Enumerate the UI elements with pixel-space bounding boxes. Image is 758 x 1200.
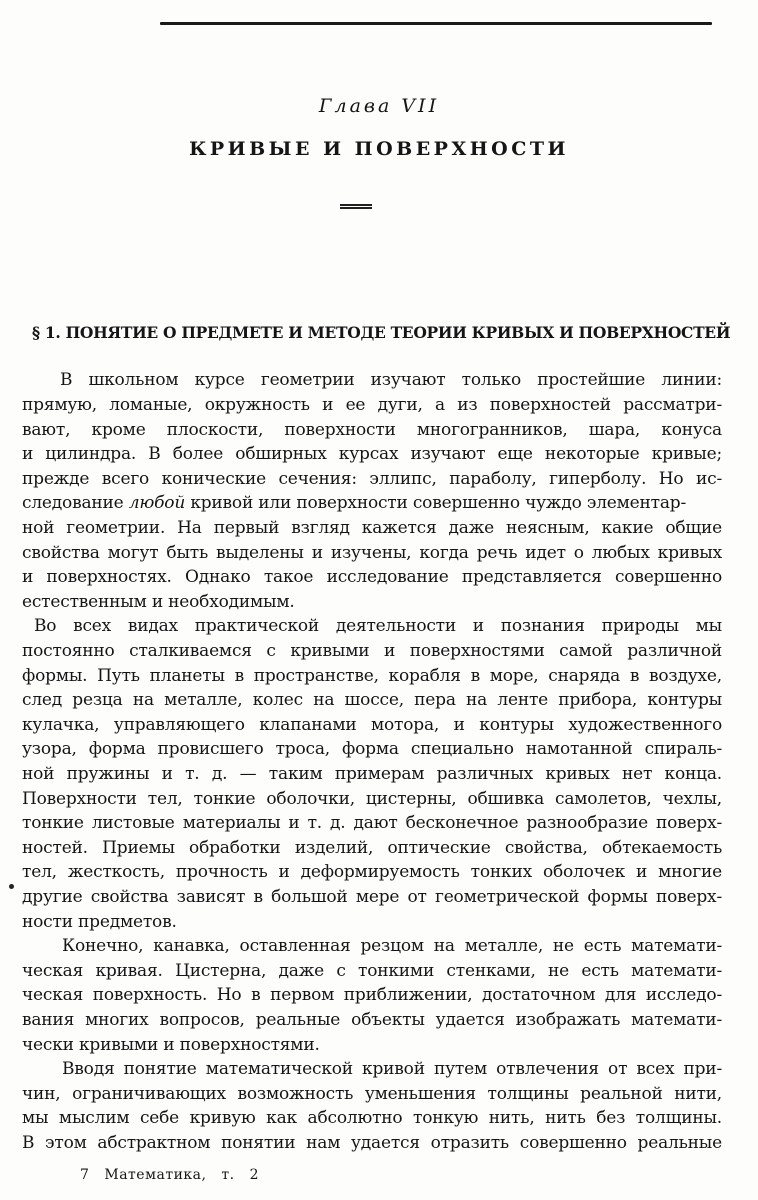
text-line: В школьном курсе геометрии изучают только простейшие линии: <box>60 370 722 390</box>
text-line: кулачка, управляющего клапанами мотора, и контуры художественного <box>22 715 722 735</box>
text-line: естественным и необходимым. <box>22 592 295 612</box>
text-line: и поверхностях. Однако такое исследование представляется совершенно <box>22 567 722 587</box>
volume-number: 2 <box>249 1167 259 1183</box>
chapter-title: КРИВЫЕ И ПОВЕРХНОСТИ <box>189 138 569 160</box>
text-line: след резца на металле, колес на шоссе, пера на ленте прибора, контуры <box>22 690 722 710</box>
text-line: чески кривыми и поверхностями. <box>22 1035 320 1055</box>
text-line: другие свойства зависят в большой мере от геометрической формы поверх- <box>22 887 722 907</box>
text-fragment: следование <box>22 493 124 513</box>
margin-dot-mark <box>9 884 14 889</box>
signature-title: Математика, <box>104 1167 207 1183</box>
text-line: тонкие листовые материалы и т. д. дают бесконечное разнообразие поверх- <box>22 813 722 833</box>
text-line <box>22 493 722 513</box>
top-rule <box>160 22 712 25</box>
text-line: ностей. Приемы обработки изделий, оптические свойства, обтекаемость <box>22 838 722 858</box>
text-line: тел, жесткость, прочность и деформируемость тонких оболочек и многие <box>22 862 722 882</box>
text-line: и цилиндра. В более обширных курсах изучают еще некоторые кривые; <box>22 444 722 464</box>
text-line: мы мыслим себе кривую как абсолютно тонкую нить, нить без толщины. <box>22 1108 722 1128</box>
volume-label: т. <box>221 1167 235 1183</box>
text-line: прямую, ломаные, окружность и ее дуги, а из поверхностей рассматри- <box>22 395 722 415</box>
page-signature <box>80 1167 269 1183</box>
text-line: свойства могут быть выделены и изучены, когда речь идет о любых кривых <box>22 543 722 563</box>
text-line: ческая поверхность. Но в первом приближении, достаточном для исследо- <box>22 985 722 1005</box>
text-line: Конечно, канавка, оставленная резцом на металле, не есть математи- <box>62 936 722 956</box>
emphasis-word: любой <box>128 493 186 513</box>
section-heading: § 1. ПОНЯТИЕ О ПРЕДМЕТЕ И МЕТОДЕ ТЕОРИИ КРИВЫХ И ПОВЕРХНОСТЕЙ <box>32 323 731 342</box>
text-line: ности предметов. <box>22 912 177 932</box>
text-line: Во всех видах практической деятельности и познания природы мы <box>34 616 722 636</box>
text-line: чин, ограничивающих возможность уменьшения толщины реальной нити, <box>22 1084 722 1104</box>
text-line: ной пружины и т. д. — таким примерам различных кривых нет конца. <box>22 764 722 784</box>
text-line: постоянно сталкиваемся с кривыми и поверхностями самой различной <box>22 641 722 661</box>
signature-number: 7 <box>80 1167 90 1183</box>
text-fragment: кривой или поверхности совершенно чуждо элементар- <box>190 493 687 513</box>
text-line: узора, форма провисшего троса, форма специально намотанной спираль- <box>22 739 722 759</box>
text-line: Поверхности тел, тонкие оболочки, цистерны, обшивка самолетов, чехлы, <box>22 789 722 809</box>
text-line: вания многих вопросов, реальные объекты удается изображать математи- <box>22 1010 722 1030</box>
text-line: В этом абстрактном понятии нам удается отразить совершенно реальные <box>22 1133 722 1153</box>
text-line: ческая кривая. Цистерна, даже с тонкими стенками, не есть математи- <box>22 961 722 981</box>
text-line: прежде всего конические сечения: эллипс, параболу, гиперболу. Но ис- <box>22 469 722 489</box>
text-line: ной геометрии. На первый взгляд кажется даже неясным, какие общие <box>22 518 722 538</box>
chapter-number: Глава VII <box>318 95 440 117</box>
text-line: Вводя понятие математической кривой путем отвлечения от всех при- <box>62 1059 722 1079</box>
text-line: формы. Путь планеты в пространстве, корабля в море, снаряда в воздухе, <box>22 666 722 686</box>
title-divider <box>340 204 372 209</box>
text-line: вают, кроме плоскости, поверхности многогранников, шара, конуса <box>22 420 722 440</box>
